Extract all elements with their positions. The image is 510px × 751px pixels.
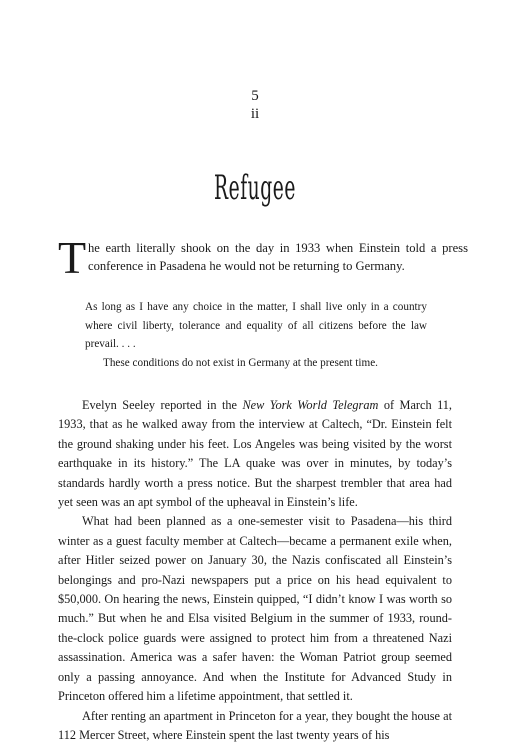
chapter-number: 5	[251, 88, 259, 104]
body-text	[58, 396, 452, 745]
chapter-title: Refugee	[213, 168, 297, 208]
p1-text-end: of March 11, 1933, that as he walked away from the interview at Caltech, “Dr. Einstein felt the ground shaking under his feet. Los Angeles was being visited by the worst earthquake in its history.” The LA quake was over in minutes, by today’s standards hardly worth a press notice. But the sharpest trembler that area had yet seen was an apt symbol of the upheaval in Einstein’s life.	[58, 398, 452, 510]
newspaper-title: New York World Telegram	[242, 398, 379, 412]
body-paragraph-3: After renting an apartment in Princeton for a year, they bought the house at 112 Mercer Street, where Einstein spent the last twenty years of his	[58, 708, 452, 742]
drop-cap: T	[58, 232, 87, 283]
chapter-ornament: ii	[250, 106, 260, 122]
body-paragraph-2: What had been planned as a one-semester visit to Pasadena—his third winter as a guest faculty member at Caltech—became a permanent exile when, after Hitler seized power on January 30, the Nazis confiscated all Einstein’s belongings and pro-Nazi newspapers put a price on his head equivalent to $50,000. On hearing the news, Einstein quipped, “I didn’t know I was worth so much.” But when he and Elsa visited Belgium in the summer of 1933, round-the-clock police guards were assigned to protect him from a threatened Nazi assassination. America was a safer haven: the Woman Patriot group seemed only a passing annoyance. And when the Institute for Advanced Study in Princeton offered him a lifetime appointment, that settled it.	[58, 514, 452, 704]
block-quote	[85, 298, 427, 372]
lead-paragraph: he earth literally shook on the day in 1933 when Einstein told a press conference in Pasadena he would not be returning to Germany.	[88, 241, 468, 273]
p1-text-start: Evelyn Seeley reported in the	[82, 398, 243, 412]
quote-paragraph-1: As long as I have any choice in the matter, I shall live only in a country where civil liberty, tolerance and equality of all citizens before the law prevail. . . .	[85, 301, 427, 350]
body-paragraph-1	[58, 396, 452, 512]
quote-paragraph-2: These conditions do not exist in Germany at the present time.	[103, 356, 378, 369]
